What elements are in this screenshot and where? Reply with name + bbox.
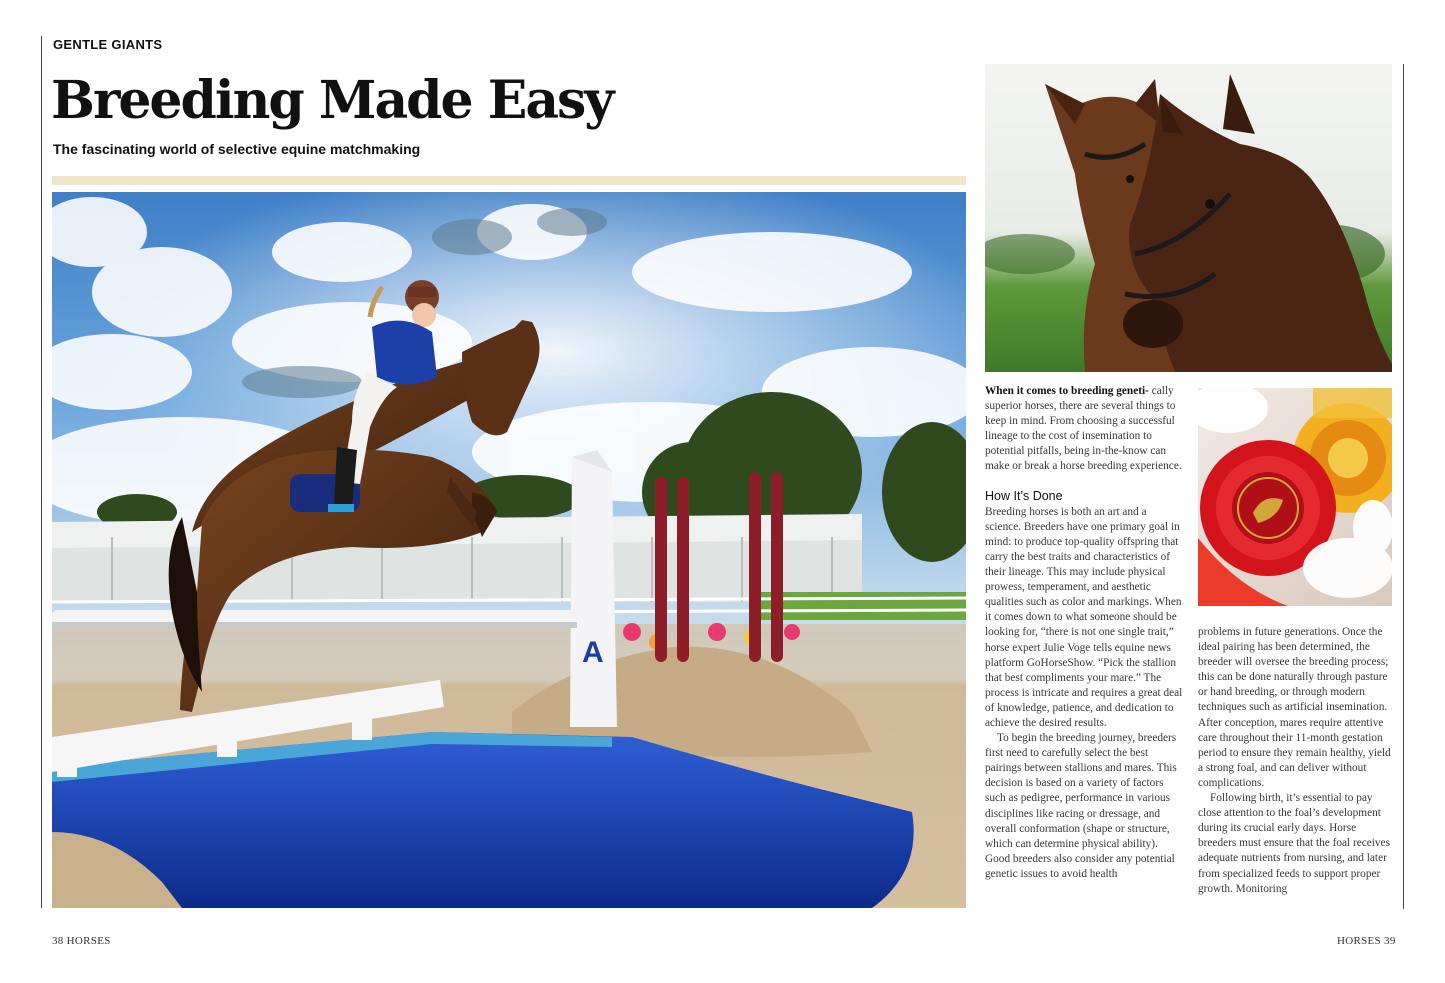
paragraph-breeding-journey: To begin the breeding journey, breeders first need to carefully select the best pairings between stallions and mares. This decision is based on a variety of factors such as pedigree, performance in various disciplines like racing or dressage, and overall conformation (shape or structure, which can determine physical ability). Good breeders also consider any potential genetic issues to avoid health [985,732,1177,880]
photo-two-horses [985,64,1392,372]
hero-illustration [52,192,966,908]
section-kicker: GENTLE GIANTS [53,37,163,52]
jump-wing [570,450,617,727]
horses-illustration [985,64,1392,372]
photo-prize-rosettes [1198,388,1392,606]
right-margin-rule [1403,64,1404,909]
article-subtitle: The fascinating world of selective equine matchmaking [53,141,421,157]
body-column-1 [985,384,1183,882]
title-accent-band [52,176,966,185]
folio-right: HORSES 39 [1337,935,1396,947]
folio-left: 38 HORSES [52,935,111,947]
hero-photo-show-jumping [52,192,966,908]
intro-paragraph: cally superior horses, there are several things to keep in mind. From choosing a successful lineage to the cost of insemination to potential pitfalls, being in-the-know can make or break a horse breeding experience. [985,385,1182,473]
obstacle-letter: A [582,636,604,669]
body-column-2 [1198,625,1396,897]
left-margin-rule [41,36,42,908]
paragraph-pairing: problems in future generations. Once the ideal pairing has been determined, the breeder will oversee the breeding process; this can be done naturally through pasture or hand breeding, or through modern techniques such as artificial insemination. After conception, mares require attentive care throughout their 11-month gestation period to ensure they remain healthy, yield a strong foal, and can deliver without complications. [1198,626,1391,789]
section-subhead: How It’s Done [985,488,1063,503]
paragraph-following-birth: Following birth, it’s essential to pay close attention to the foal’s development during its crucial early days. Horse breeders must ensure that the foal receives adequate nutrients from nursing, and later from specialized feeds to support proper growth. Monitoring [1198,792,1390,895]
article-title: Breeding Made Easy [51,70,613,131]
lead-in: When it comes to breeding geneti- [985,385,1149,397]
paragraph-how-its-done: Breeding horses is both an art and a science. Breeders have one primary goal in mind: to produce top-quality offspring that carry the best traits and characteristics of their lineage. This may include physical prowess, temperament, and aesthetic qualities such as color and markings. When it comes down to what someone should be looking for, “there is not one single trait,” horse expert Julie Voge tells equine news platform GoHorseShow. “Pick the stallion that best compliments your mare.” The process is intricate and requires a great deal of knowledge, patience, and dedication to achieve the desired results. [985,505,1183,729]
rosettes-illustration [1198,388,1392,606]
